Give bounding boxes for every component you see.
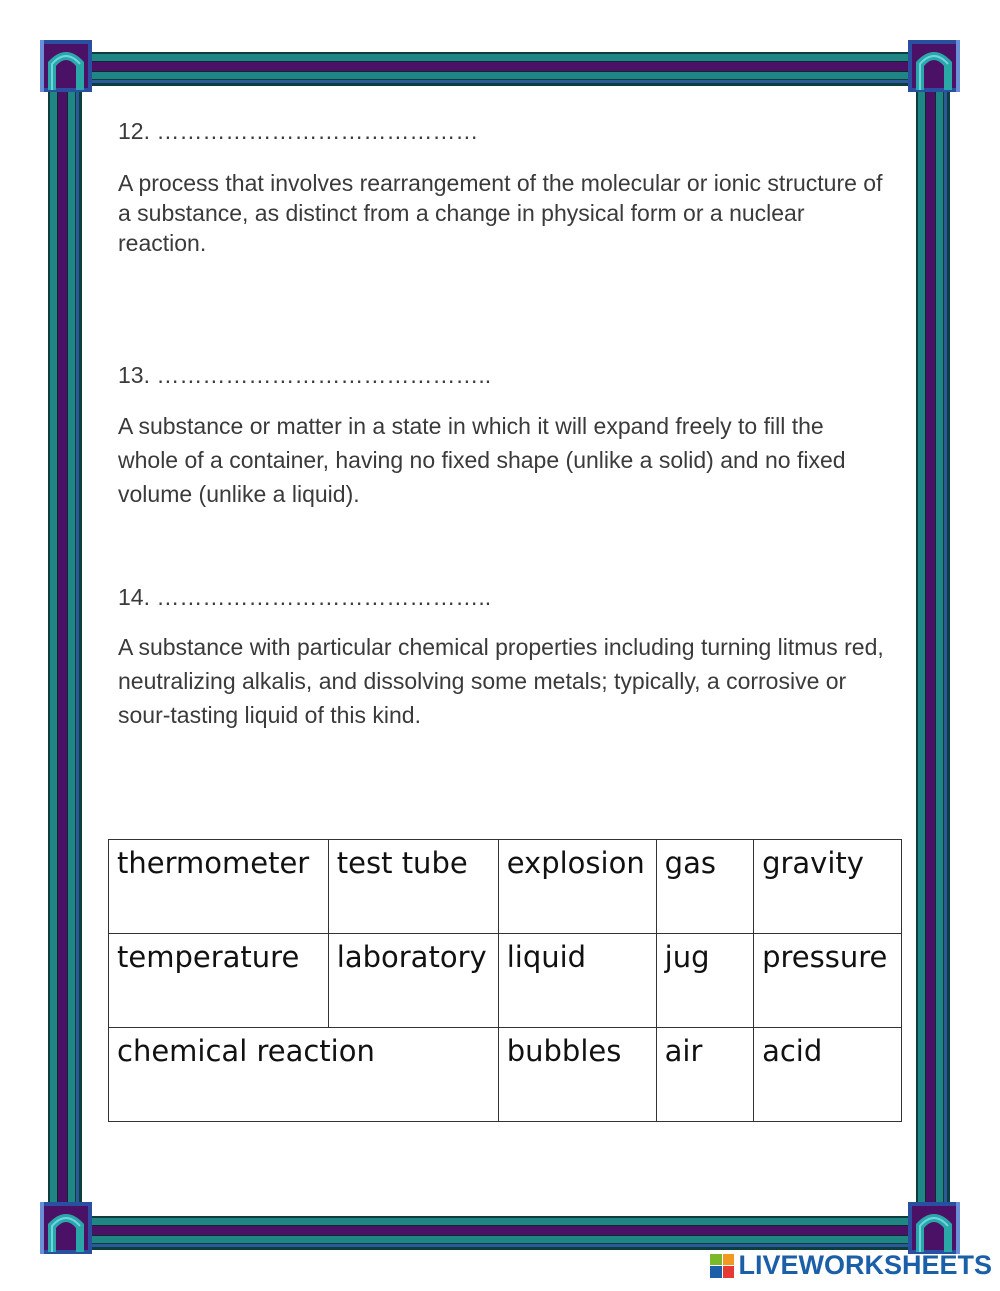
frame-top-bar (62, 52, 938, 86)
question-12-definition: A process that involves rearrangement of the molecular or ionic structure of a substance, as distinct from a change in physical form or a nuclear reaction. (118, 170, 883, 256)
word-cell: air (656, 1028, 753, 1122)
question-13-definition: A substance or matter in a state in which it will expand freely to fill the whole of a container, having no fixed shape (unlike a solid) and no fixed volume (unlike a liquid). (118, 413, 846, 507)
word-cell: test tube (328, 840, 498, 934)
question-14-definition: A substance with particular chemical properties including turning litmus red, neutralizing alkalis, and dissolving some metals; typically, a corrosive or sour-tasting liquid of this kind. (118, 634, 884, 728)
liveworksheets-logo-icon (710, 1254, 734, 1278)
word-bank-table (108, 839, 902, 1122)
word-cell: liquid (498, 934, 656, 1028)
word-cell: pressure (754, 934, 902, 1028)
frame-corner-top-left (40, 40, 92, 92)
question-14-answer-line[interactable]: 14. …………………………………….. (118, 584, 492, 610)
table-row (109, 1028, 902, 1122)
frame-corner-top-right (908, 40, 960, 92)
logo-square-l (710, 1254, 722, 1266)
table-row (109, 934, 902, 1028)
word-cell: bubbles (498, 1028, 656, 1122)
frame-corner-bottom-right (908, 1202, 960, 1254)
frame-right-bar (916, 70, 950, 1230)
word-cell: jug (656, 934, 753, 1028)
word-cell: gas (656, 840, 753, 934)
word-cell: explosion (498, 840, 656, 934)
word-cell: acid (754, 1028, 902, 1122)
word-cell: temperature (109, 934, 329, 1028)
word-cell: chemical reaction (109, 1028, 499, 1122)
word-cell: gravity (754, 840, 902, 934)
word-cell: thermometer (109, 840, 329, 934)
logo-square-v (710, 1266, 722, 1278)
frame-bottom-bar (62, 1216, 938, 1250)
table-row (109, 840, 902, 934)
frame-left-bar (48, 70, 82, 1230)
logo-square-i (723, 1254, 735, 1266)
brand-name: LIVEWORKSHEETS (738, 1250, 992, 1280)
question-13-answer-line[interactable]: 13. …………………………………….. (118, 362, 492, 388)
word-cell: laboratory (328, 934, 498, 1028)
frame-corner-bottom-left (40, 1202, 92, 1254)
question-12-answer-line[interactable]: 12. …………………………………… (118, 118, 479, 144)
liveworksheets-logo[interactable] (710, 1250, 992, 1281)
logo-square-e (723, 1266, 735, 1278)
